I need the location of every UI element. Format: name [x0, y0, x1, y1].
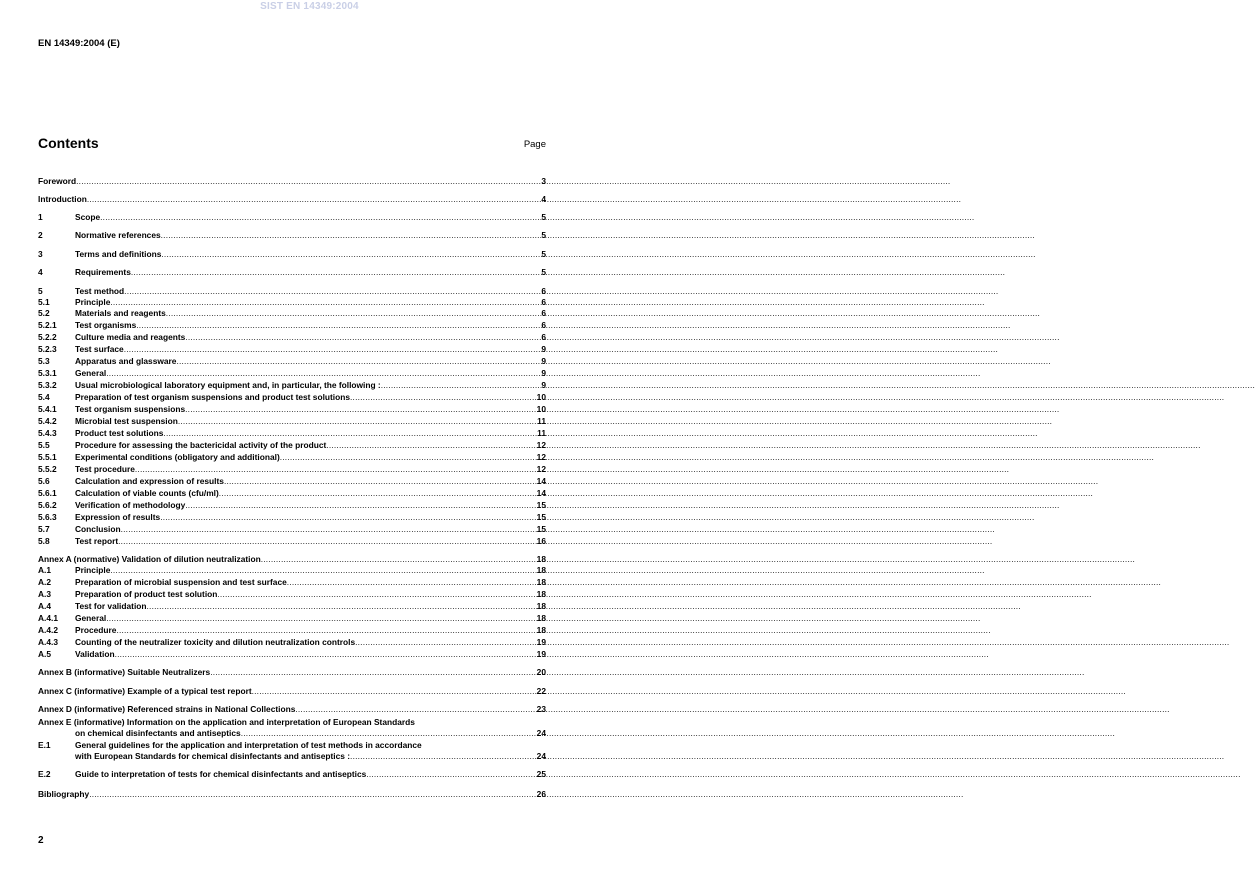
- toc-entry[interactable]: [38, 666, 546, 678]
- toc-entry[interactable]: [38, 427, 546, 439]
- toc-entry-title: Test procedure: [75, 464, 135, 474]
- toc-entry-number: 5.8: [38, 536, 50, 546]
- toc-entry-e2[interactable]: [38, 768, 546, 780]
- toc-entry-title: Expression of results: [75, 512, 161, 522]
- leader-dots: [185, 331, 541, 343]
- toc-entry[interactable]: [38, 193, 546, 205]
- toc-entry[interactable]: [38, 499, 546, 511]
- leader-dots: [350, 391, 537, 403]
- toc-entry-page: 24: [536, 728, 546, 738]
- toc-entry[interactable]: [38, 266, 546, 278]
- toc-entry-title: Annex E (informative) Information on the application and interpretation of European Standards: [38, 717, 415, 727]
- toc-entry[interactable]: [38, 229, 546, 241]
- toc-entry-title: Test organisms: [75, 320, 137, 330]
- leader-dots: [163, 427, 537, 439]
- toc-entry[interactable]: [38, 343, 546, 355]
- toc-entry[interactable]: [38, 475, 546, 487]
- toc-entry-page: 18: [536, 554, 546, 564]
- toc-entry-number: 5.2.1: [38, 320, 57, 330]
- leader-dots: [295, 703, 536, 715]
- leader-dots: [219, 487, 537, 499]
- toc-entry-title: Terms and definitions: [75, 249, 162, 259]
- toc-entry[interactable]: [38, 415, 546, 427]
- toc-entry-page: 5: [541, 230, 546, 240]
- toc-entry-page: 18: [536, 625, 546, 635]
- toc-entry[interactable]: [38, 576, 546, 588]
- toc-entry[interactable]: [38, 391, 546, 403]
- toc-entry-page: 5: [541, 249, 546, 259]
- leader-dots: [118, 535, 537, 547]
- toc-entry[interactable]: [38, 248, 546, 260]
- toc-entry-number: 5.3.1: [38, 368, 57, 378]
- toc-entry-page: 26: [536, 789, 546, 799]
- toc-entry-page: 24: [536, 751, 546, 761]
- toc-entry-page: 25: [536, 769, 546, 779]
- leader-dots: [252, 685, 537, 697]
- toc-entry-page: 9: [541, 368, 546, 378]
- toc-entry[interactable]: [38, 331, 546, 343]
- page-number: 2: [38, 835, 44, 846]
- leader-dots: [131, 266, 541, 278]
- toc-entry[interactable]: [38, 600, 546, 612]
- toc-entry-page: 5: [541, 212, 546, 222]
- toc-entry-title: Procedure for assessing the bactericidal activity of the product: [75, 440, 327, 450]
- leader-dots: [161, 229, 542, 241]
- toc-entry-title: Principle: [75, 565, 111, 575]
- toc-entry-number: A.1: [38, 565, 52, 575]
- toc-entry[interactable]: [38, 588, 546, 600]
- toc-entry-title: Test method: [75, 286, 125, 296]
- leader-dots: [121, 523, 537, 535]
- toc-entry-title: Foreword: [38, 176, 77, 186]
- toc-entry-title: Requirements: [75, 267, 131, 277]
- toc-entry-title: Apparatus and glassware: [75, 356, 177, 366]
- toc-entry-title: Annex D (informative) Referenced strains in National Collections: [38, 704, 296, 714]
- toc-entry[interactable]: [38, 319, 546, 331]
- leader-dots: [135, 463, 537, 475]
- toc-entry-title: Test surface: [75, 344, 124, 354]
- toc-entry-number: 5.1: [38, 297, 50, 307]
- toc-entry-title: General: [75, 613, 107, 623]
- toc-entry-number: A.4: [38, 601, 52, 611]
- toc-entry-number: 5.2.2: [38, 332, 57, 342]
- toc-entry-page: 11: [537, 416, 546, 426]
- toc-entry-page: 10: [536, 404, 546, 414]
- leader-dots: [224, 475, 537, 487]
- leader-dots: [350, 751, 537, 762]
- toc-entry-title: General guidelines for the application and interpretation of test methods in accordance: [75, 740, 422, 750]
- toc-entry-page: 14: [536, 476, 546, 486]
- toc-entry-page: 18: [536, 601, 546, 611]
- toc-entry-title: Validation: [75, 649, 115, 659]
- leader-dots: [106, 612, 536, 624]
- page-column-label: Page: [523, 139, 546, 150]
- leader-dots: [166, 307, 542, 319]
- toc-entry-page: 12: [536, 464, 546, 474]
- toc-entry-number: A.2: [38, 577, 52, 587]
- leader-dots: [210, 666, 536, 678]
- toc-entry-number: 5.4.1: [38, 404, 57, 414]
- toc-entry[interactable]: [38, 564, 546, 576]
- toc-entry-page: 20: [536, 667, 546, 677]
- leader-dots: [76, 175, 541, 187]
- toc-entry-title: Principle: [75, 297, 111, 307]
- toc-entry-page: 23: [536, 704, 546, 714]
- toc-entry-title: Microbial test suspension: [75, 416, 178, 426]
- leader-dots: [176, 355, 541, 367]
- leader-dots: [87, 193, 541, 205]
- toc-entry[interactable]: [38, 367, 546, 379]
- toc-entry-page: 6: [541, 332, 546, 342]
- leader-dots: [217, 588, 536, 600]
- toc-entry-number: A.4.3: [38, 637, 59, 647]
- leader-dots: [287, 576, 537, 588]
- toc-entry-title: Experimental conditions (obligatory and additional): [75, 452, 280, 462]
- toc-entry-number: E.1: [38, 740, 51, 750]
- leader-dots: [161, 248, 541, 260]
- toc-entry-number: 5.6.1: [38, 488, 57, 498]
- toc-entry-page: 22: [536, 686, 546, 696]
- toc-entry-title-cont: with European Standards for chemical disinfectants and antiseptics :: [75, 751, 351, 761]
- contents-title: Contents: [38, 135, 99, 151]
- leader-dots: [178, 415, 537, 427]
- toc-entry-title: Test organism suspensions: [75, 404, 186, 414]
- leader-dots: [124, 343, 542, 355]
- toc-entry[interactable]: [38, 307, 546, 319]
- toc-entry-title: Annex A (normative) Validation of dilution neutralization: [38, 554, 261, 564]
- toc-entry[interactable]: [38, 211, 546, 223]
- toc-entry-title: Test for validation: [75, 601, 147, 611]
- leader-dots: [116, 624, 536, 636]
- toc-entry-number: 5.6.3: [38, 512, 57, 522]
- toc-entry[interactable]: [38, 439, 546, 451]
- toc-entry-number: E.2: [38, 769, 51, 779]
- leader-dots: [381, 379, 542, 391]
- leader-dots: [326, 439, 536, 451]
- leader-dots: [241, 728, 537, 739]
- toc-entry-page: 9: [541, 380, 546, 390]
- toc-entry-page: 18: [536, 565, 546, 575]
- toc-entry-page: 4: [541, 194, 546, 204]
- toc-entry-number: A.3: [38, 589, 52, 599]
- leader-dots: [110, 564, 536, 576]
- toc-entry-number: 5.3: [38, 356, 50, 366]
- toc-entry-page: 6: [541, 297, 546, 307]
- toc-entry[interactable]: [38, 788, 546, 800]
- toc-entry-title: Procedure: [75, 625, 117, 635]
- document-id: EN 14349:2004 (E): [38, 38, 120, 49]
- toc-entry-title: General: [75, 368, 107, 378]
- toc-entry-page: 14: [536, 488, 546, 498]
- toc-entry-page: 9: [541, 356, 546, 366]
- leader-dots: [280, 451, 537, 463]
- toc-entry-title: Bibliography: [38, 789, 90, 799]
- toc-entry[interactable]: [38, 451, 546, 463]
- leader-dots: [136, 319, 541, 331]
- toc-entry[interactable]: [38, 636, 546, 648]
- leader-dots: [355, 636, 537, 648]
- toc-entry-title: Normative references: [75, 230, 161, 240]
- toc-entry[interactable]: [38, 487, 546, 499]
- toc-entry-number: 2: [38, 230, 43, 240]
- toc-entry-page: 6: [541, 308, 546, 318]
- toc-entry[interactable]: [38, 703, 546, 715]
- toc-entry-annex-e[interactable]: [38, 717, 546, 739]
- leader-dots: [185, 499, 536, 511]
- toc-entry-title: Scope: [75, 212, 101, 222]
- toc-entry-page: 10: [536, 392, 546, 402]
- toc-entry-number: 5.2.3: [38, 344, 57, 354]
- toc-entry-title: Counting of the neutralizer toxicity and dilution neutralization controls: [75, 637, 356, 647]
- toc-entry-number: 5.4.2: [38, 416, 57, 426]
- toc-entry[interactable]: [38, 535, 546, 547]
- leader-dots: [160, 511, 536, 523]
- toc-entry-title: Materials and reagents: [75, 308, 166, 318]
- toc-entry-page: 6: [541, 286, 546, 296]
- toc-entry-title: Calculation of viable counts (cfu/ml): [75, 488, 219, 498]
- leader-dots: [366, 768, 536, 780]
- toc-entry-title: Preparation of test organism suspensions and product test solutions: [75, 392, 351, 402]
- toc-entry-title: Conclusion: [75, 524, 121, 534]
- toc-entry[interactable]: [38, 463, 546, 475]
- toc-entry-title-cont: on chemical disinfectants and antiseptics: [75, 728, 241, 738]
- toc-entry-page: 19: [536, 637, 546, 647]
- toc-entry-number: 5.2: [38, 308, 50, 318]
- toc-entry-number: 5.5.1: [38, 452, 57, 462]
- toc-entry-page: 12: [536, 452, 546, 462]
- toc-entry-page: 9: [541, 344, 546, 354]
- toc-entry-page: 18: [536, 589, 546, 599]
- leader-dots: [147, 600, 537, 612]
- toc-entry-title: Product test solutions: [75, 428, 164, 438]
- toc-entry-number: 5.5: [38, 440, 50, 450]
- leader-dots: [185, 403, 537, 415]
- toc-entry-title: Calculation and expression of results: [75, 476, 224, 486]
- toc-entry[interactable]: [38, 379, 546, 391]
- toc-entry-title: Annex B (informative) Suitable Neutralizers: [38, 667, 211, 677]
- toc-entry[interactable]: [38, 648, 546, 660]
- toc-entry-title: Guide to interpretation of tests for chemical disinfectants and antiseptics: [75, 769, 367, 779]
- toc-entry[interactable]: [38, 624, 546, 636]
- toc-entry-number: 5.3.2: [38, 380, 57, 390]
- toc-entry-number: 5.6.2: [38, 500, 57, 510]
- toc-entry-title: Preparation of product test solution: [75, 589, 218, 599]
- toc-entry-title: Annex C (informative) Example of a typical test report: [38, 686, 252, 696]
- toc-entry[interactable]: [38, 612, 546, 624]
- toc-entry-number: 5.4.3: [38, 428, 57, 438]
- toc-entry-page: 15: [536, 500, 546, 510]
- toc-entry-number: 5.4: [38, 392, 50, 402]
- toc-entry-title: Preparation of microbial suspension and test surface: [75, 577, 287, 587]
- toc-entry-title: Culture media and reagents: [75, 332, 186, 342]
- toc-entry-page: 11: [537, 428, 546, 438]
- toc-entry-number: A.4.2: [38, 625, 59, 635]
- toc-entry-title: Verification of methodology: [75, 500, 186, 510]
- toc-entry-page: 12: [536, 440, 546, 450]
- leader-dots: [89, 788, 536, 800]
- toc-entry-title: Test report: [75, 536, 119, 546]
- toc-entry-number: A.4.1: [38, 613, 59, 623]
- toc-entry-number: 5.5.2: [38, 464, 57, 474]
- toc-entry-number: 1: [38, 212, 43, 222]
- toc-entry-page: 18: [536, 613, 546, 623]
- toc-entry-number: 4: [38, 267, 43, 277]
- toc-entry-page: 15: [536, 524, 546, 534]
- toc-entry[interactable]: [38, 355, 546, 367]
- toc-entry-e1[interactable]: [38, 740, 546, 762]
- toc-entry[interactable]: [38, 511, 546, 523]
- toc-entry-title: Usual microbiological laboratory equipment and, in particular, the following :: [75, 380, 381, 390]
- toc-entry-number: 3: [38, 249, 43, 259]
- toc-entry-page: 19: [536, 649, 546, 659]
- leader-dots: [106, 367, 541, 379]
- toc-entry-page: 16: [536, 536, 546, 546]
- toc-entry[interactable]: [38, 523, 546, 535]
- toc-entry-number: 5: [38, 286, 43, 296]
- toc-entry-number: 5.7: [38, 524, 50, 534]
- toc-entry[interactable]: [38, 403, 546, 415]
- toc-entry-title: Introduction: [38, 194, 87, 204]
- watermark: SIST EN 14349:2004: [260, 1, 359, 12]
- leader-dots: [100, 211, 541, 223]
- toc-entry-number: A.5: [38, 649, 52, 659]
- leader-dots: [115, 648, 537, 660]
- toc-entry-page: 6: [541, 320, 546, 330]
- toc-entry-page: 15: [536, 512, 546, 522]
- toc-entry-page: 5: [541, 267, 546, 277]
- toc-entry-number: 5.6: [38, 476, 50, 486]
- toc-entry-page: 3: [541, 176, 546, 186]
- toc-entry[interactable]: [38, 685, 546, 697]
- toc-entry-page: 18: [536, 577, 546, 587]
- toc-entry[interactable]: [38, 175, 546, 187]
